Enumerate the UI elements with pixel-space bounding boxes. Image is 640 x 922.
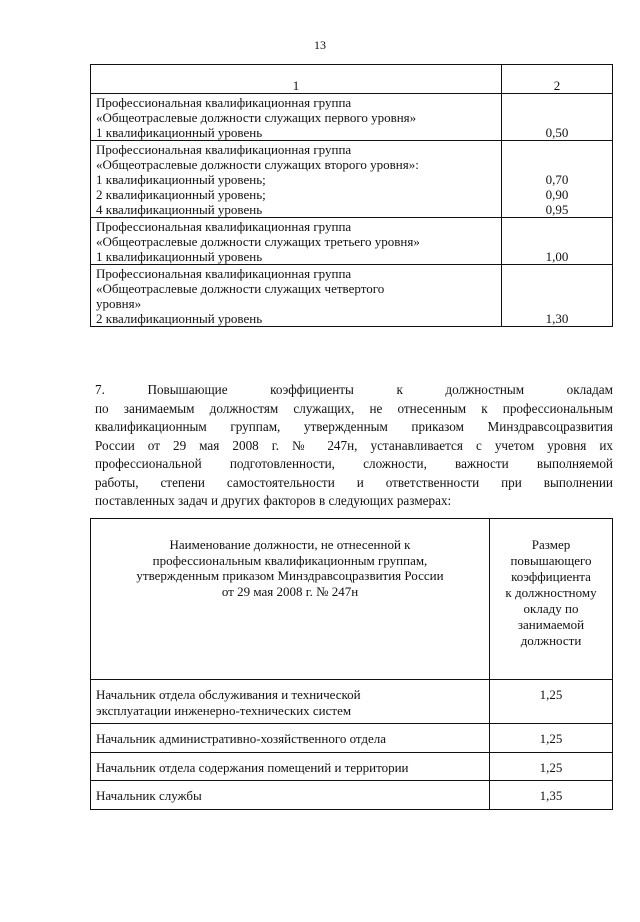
group-description — [91, 94, 502, 141]
table-row — [91, 752, 613, 781]
header-line: коэффициента — [511, 569, 591, 584]
qualification-groups-table — [90, 64, 613, 327]
header-line: должности — [520, 633, 582, 648]
header-line: окладу по — [523, 601, 579, 616]
coefficient-value: 1,30 — [545, 311, 569, 326]
table-header-row — [91, 65, 613, 94]
coefficient-value: 0,95 — [545, 202, 569, 217]
position-name — [91, 724, 490, 753]
paragraph-line: 7. Повышающие коэффициенты к должностным окладам — [95, 382, 613, 397]
table-header-row — [91, 519, 613, 680]
page-number: 13 — [314, 38, 326, 52]
group-line: 1 квалификационный уровень — [96, 125, 263, 140]
coefficient-value: 0,50 — [545, 125, 569, 140]
table-row — [91, 781, 613, 810]
paragraph-line: профессиональной подготовленности, сложности, важности выполняемой — [95, 456, 613, 471]
coefficient-header — [490, 519, 613, 680]
coefficient-value: 1,25 — [490, 724, 613, 753]
coefficient-value: 1,25 — [490, 680, 613, 724]
column-2-header: 2 — [502, 65, 613, 94]
header-line: утвержденным приказом Минздравсоцразвития России — [136, 568, 444, 583]
group-line: «Общеотраслевые должности служащих третьего уровня» — [96, 234, 420, 249]
column-1-header: 1 — [91, 65, 502, 94]
coefficient-value: 0,90 — [545, 187, 569, 202]
position-name — [91, 752, 490, 781]
coefficient-cell — [502, 265, 613, 327]
position-name-line: Начальник отдела обслуживания и технической — [96, 687, 361, 702]
position-name-line: Начальник административно-хозяйственного отдела — [96, 731, 387, 746]
positions-coefficient-table — [90, 518, 613, 810]
paragraph-line: работы, степени самостоятельности и ответственности при выполнении — [95, 474, 613, 490]
table-row — [91, 724, 613, 753]
table-row — [91, 680, 613, 724]
group-line: 1 квалификационный уровень; — [96, 172, 266, 187]
table-row — [91, 141, 613, 218]
position-name-line: эксплуатации инженерно-технических систем — [96, 702, 352, 718]
paragraph-line: России от 29 мая 2008 г. № 247н, устанавливается с учетом уровня их — [95, 437, 613, 453]
position-name-header — [91, 519, 490, 680]
position-name — [91, 680, 490, 724]
header-line: Наименование должности, не отнесенной к — [169, 537, 411, 552]
header-line: к должностному — [505, 585, 597, 600]
group-line: уровня» — [96, 296, 142, 311]
paragraph-line: по занимаемым должностям служащих, не отнесенным к профессиональным — [95, 400, 613, 416]
coefficient-cell — [502, 141, 613, 218]
position-name-line: Начальник службы — [96, 788, 202, 803]
group-description — [91, 265, 502, 327]
coefficient-value: 1,35 — [490, 781, 613, 810]
paragraph-line: поставленных задач и других факторов в следующих размерах: — [95, 493, 452, 508]
coefficient-value: 1,00 — [545, 249, 569, 264]
table-row — [91, 265, 613, 327]
group-line: Профессиональная квалификационная группа — [96, 95, 352, 110]
group-line: 1 квалификационный уровень — [96, 249, 263, 264]
group-line: «Общеотраслевые должности служащих первого уровня» — [96, 110, 417, 125]
header-line: занимаемой — [517, 617, 585, 632]
group-line: «Общеотраслевые должности служащих четвертого — [96, 281, 385, 296]
header-line: повышающего — [510, 553, 592, 568]
coefficient-value: 1,25 — [490, 752, 613, 781]
position-name-line: Начальник отдела содержания помещений и территории — [96, 759, 409, 775]
group-line: 2 квалификационный уровень; — [96, 187, 266, 202]
group-description — [91, 141, 502, 218]
group-line: «Общеотраслевые должности служащих второго уровня»: — [96, 157, 419, 172]
group-line: 2 квалификационный уровень — [96, 311, 263, 326]
coefficient-cell — [502, 94, 613, 141]
coefficient-value: 0,70 — [545, 172, 569, 187]
paragraph-7 — [95, 381, 613, 511]
header-line: Размер — [531, 537, 571, 552]
group-line: 4 квалификационный уровень — [96, 202, 263, 217]
paragraph-line: квалификационным группам, утвержденным приказом Минздравсоцразвития — [95, 419, 613, 434]
table-row — [91, 218, 613, 265]
group-description — [91, 218, 502, 265]
header-line: профессиональным квалификационным группам, — [152, 552, 428, 568]
position-name — [91, 781, 490, 810]
coefficient-cell — [502, 218, 613, 265]
group-line: Профессиональная квалификационная группа — [96, 219, 352, 234]
group-line: Профессиональная квалификационная группа — [96, 142, 352, 157]
table-row — [91, 94, 613, 141]
header-line: от 29 мая 2008 г. № 247н — [221, 583, 359, 599]
group-line: Профессиональная квалификационная группа — [96, 266, 352, 281]
